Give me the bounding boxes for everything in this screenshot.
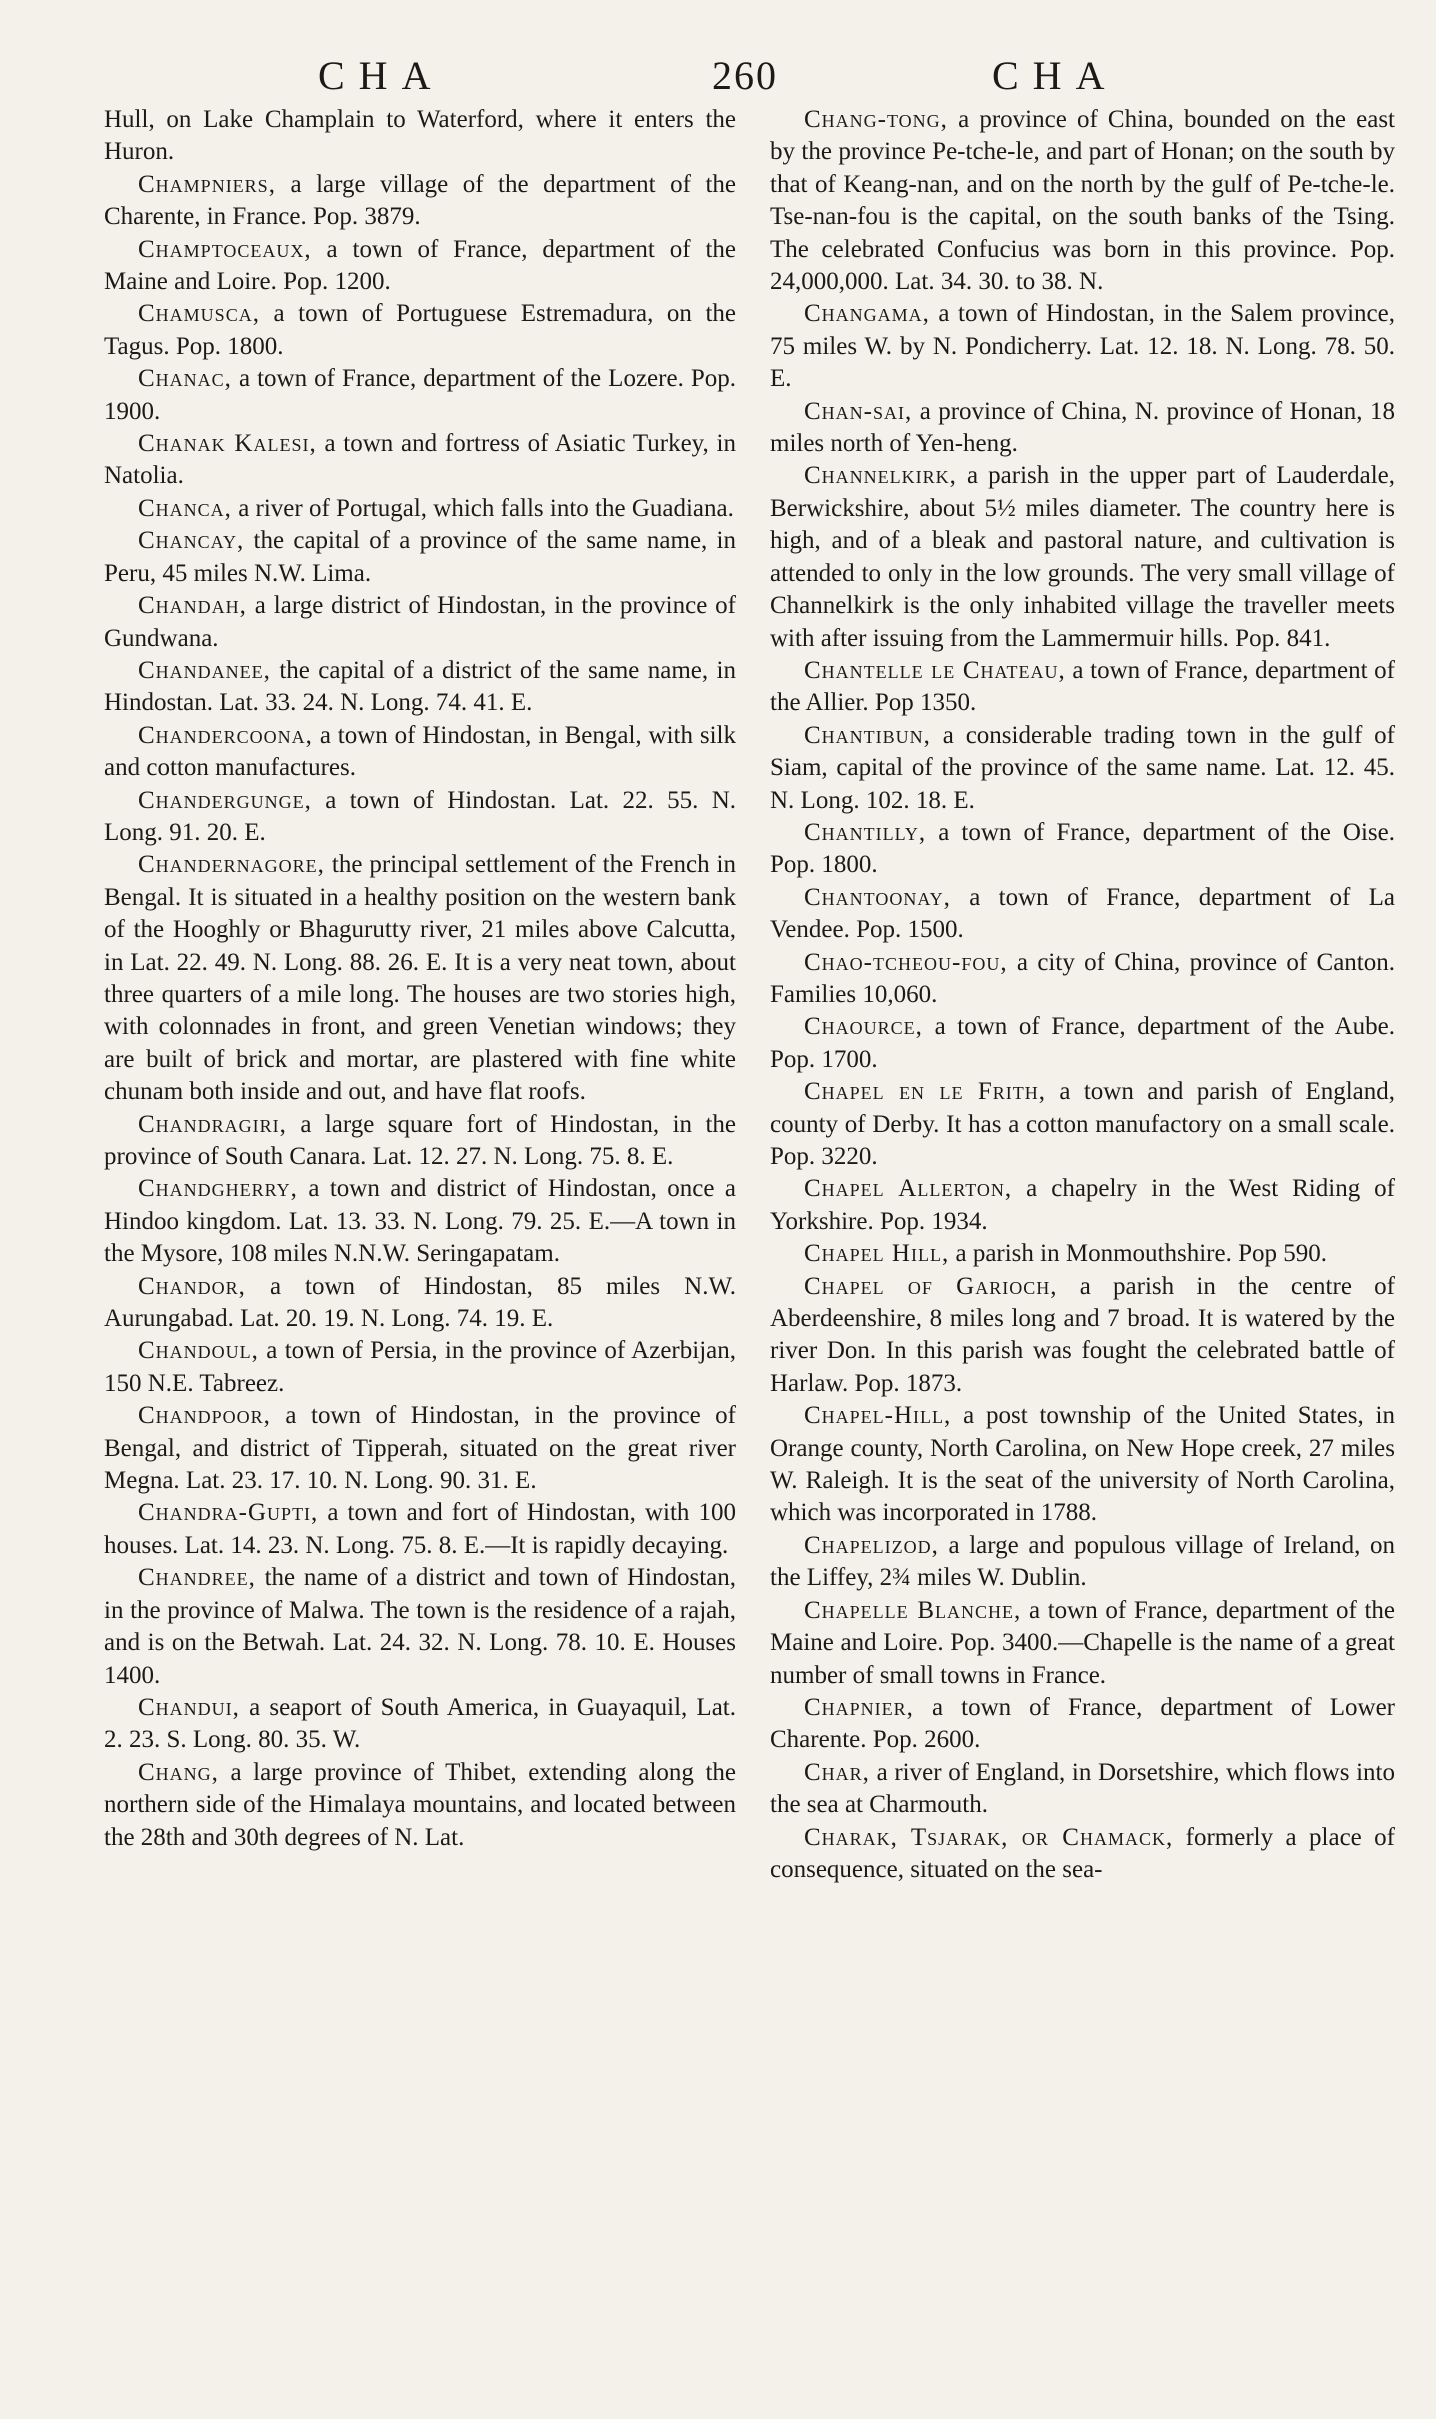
gazetteer-entry (770, 1530, 1395, 1595)
entry-headword: Chapel Hill, (804, 1240, 950, 1268)
entry-text: a town of France, department of Lower Charente. Pop. 2600. (770, 1693, 1395, 1754)
entry-headword: Chandragiri, (138, 1110, 287, 1138)
entry-headword: Channelkirk, (804, 462, 957, 490)
left-column (104, 104, 736, 1854)
page-number: 260 (712, 53, 778, 98)
entry-text: a town of Hindostan. Lat. 22. 55. N. Long. 91. 20. E. (104, 786, 736, 846)
entry-headword: Chapel Allerton, (804, 1175, 1013, 1203)
entry-text: a river of England, in Dorsetshire, which flows into the sea at Charmouth. (770, 1758, 1395, 1819)
gazetteer-entry (770, 1011, 1395, 1076)
entry-text: a town of Portuguese Estremadura, on the Tagus. Pop. 1800. (104, 300, 736, 360)
gazetteer-entry (770, 1076, 1395, 1173)
gazetteer-entry (104, 655, 736, 720)
entry-headword: Chapelle Blanche, (804, 1596, 1022, 1624)
entry-text: a province of China, bounded on the east by the province Pe-tche-le, and part of Honan; on the south by that of Keang-nan, and on the north by the gulf of Pe-tche-le. Tse-nan-fou is the capital, on the south banks of the Tsing. The celebrated Confucius was born in this province. Pop. 24,000,000. Lat. 34. 30. to 38. N. (770, 106, 1395, 296)
entry-headword: Chandree, (138, 1564, 256, 1592)
entry-text: a large district of Hindostan, in the province of Gundwana. (104, 592, 736, 652)
entry-text: a town of France, department of the Allier. Pop 1350. (770, 656, 1395, 717)
entry-headword: Chantelle le Chateau, (804, 656, 1066, 684)
entry-text: a seaport of South America, in Guayaquil, Lat. 2. 23. S. Long. 80. 35. W. (104, 1693, 736, 1754)
entry-text: a town of France, department of the Oise. Pop. 1800. (770, 818, 1395, 879)
gazetteer-entry (104, 363, 736, 428)
entry-headword: Chang-tong, (804, 106, 948, 133)
gazetteer-entry (770, 1692, 1395, 1757)
gazetteer-entry (770, 655, 1395, 720)
entry-headword: Chandui, (138, 1693, 240, 1721)
gazetteer-entry (104, 104, 736, 169)
entry-text: a large village of the department of the Charente, in France. Pop. 3879. (104, 170, 736, 231)
entry-text: a town and district of Hindostan, once a Hindoo kingdom. Lat. 13. 33. N. Long. 79. 25. E.—A town in the Mysore, 108 miles N.N.W. Seringapatam. (104, 1175, 736, 1268)
entry-headword: Chamusca, (138, 300, 260, 328)
entry-headword: Champniers, (138, 170, 276, 198)
entry-headword: Chandergunge, (138, 786, 312, 814)
entry-text: a post township of the United States, in Orange county, North Carolina, on New Hope creek, 27 miles W. Raleigh. It is the seat of the university of North Carolina, which was incorporated in 1788. (770, 1402, 1395, 1527)
gazetteer-entry (104, 1173, 736, 1270)
entry-text: a province of China, N. province of Honan, 18 miles north of Yen-heng. (770, 397, 1395, 458)
entry-text: a town of Persia, in the province of Azerbijan, 150 N.E. Tabreez. (104, 1337, 736, 1397)
gazetteer-entry (104, 1497, 736, 1562)
entry-headword: Chapelizod, (804, 1531, 939, 1559)
entry-headword: Charak, Tsjarak, or Chamack, (804, 1823, 1174, 1851)
entry-text: a town and parish of England, county of Derby. It has a cotton manufactory on a small scale. Pop. 3220. (770, 1078, 1395, 1170)
entry-text: the principal settlement of the French in Bengal. It is situated in a healthy position on the western bank of the Hooghly or Bhagurutty river, 21 miles above Calcutta, in Lat. 22. 49. N. Long. 88. 26. E. It is a very neat town, about three quarters of a mile long. The houses are two stories high, with colonnades in front, and green Venetian windows; they are built of brick and mortar, are plastered with fine white chunam both inside and out, and have flat roofs. (104, 851, 736, 1106)
gazetteer-entry (104, 720, 736, 785)
entry-headword: Chantibun, (804, 721, 931, 749)
entry-headword: Champtoceaux, (138, 235, 312, 263)
gazetteer-entry (104, 1562, 736, 1692)
entry-headword: Chandpoor, (138, 1402, 271, 1430)
entry-headword: Char, (804, 1758, 870, 1786)
right-column (770, 104, 1395, 1886)
entry-headword: Chandercoona, (138, 721, 313, 749)
gazetteer-entry (104, 590, 736, 655)
page-header (0, 48, 1436, 104)
gazetteer-entry (104, 1271, 736, 1336)
entry-text: a chapelry in the West Riding of Yorkshire. Pop. 1934. (770, 1175, 1395, 1235)
entry-text: a town of Hindostan, in the province of Bengal, and district of Tipperah, situated on the great river Megna. Lat. 23. 17. 10. N. Long. 90. 31. E. (104, 1402, 736, 1495)
gazetteer-entry (104, 849, 736, 1108)
entry-text: a town of Hindostan, in Bengal, with silk and cotton manufactures. (104, 721, 736, 782)
gazetteer-entry (770, 1173, 1395, 1238)
entry-headword: Chantilly, (804, 818, 927, 846)
entry-headword: Chandgherry, (138, 1175, 298, 1203)
entry-headword: Chandanee, (138, 656, 271, 684)
entry-text: a town of Hindostan, 85 miles N.W. Aurungabad. Lat. 20. 19. N. Long. 74. 19. E. (104, 1272, 736, 1333)
entry-text: a parish in the upper part of Lauderdale, Berwickshire, about 5½ miles diameter. The country here is high, and of a bleak and pastoral nature, and cultivation is attended to only in the low grounds. The very small village of Channelkirk is the only inhabited village the traveller meets with after issuing from the Lammermuir hills. Pop. 841. (770, 462, 1395, 652)
gazetteer-entry (770, 1822, 1395, 1887)
gazetteer-entry (770, 720, 1395, 817)
entry-text: a town of France, department of the Maine and Loire. Pop. 3400.—Chapelle is the name of a great number of small towns in France. (770, 1596, 1395, 1689)
gazetteer-entry (770, 1757, 1395, 1822)
entry-text: a large square fort of Hindostan, in the province of South Canara. Lat. 12. 27. N. Long. 75. 8. E. (104, 1110, 736, 1170)
gazetteer-entry (104, 785, 736, 850)
entry-headword: Chapel en le Frith, (804, 1078, 1046, 1106)
entry-text: a parish in the centre of Aberdeenshire, 8 miles long and 7 broad. It is watered by the river Don. In this parish was fought the celebrated battle of Harlaw. Pop. 1873. (770, 1272, 1395, 1397)
gazetteer-entry (104, 234, 736, 299)
gazetteer-entry (104, 169, 736, 234)
gazetteer-entry (104, 1109, 736, 1174)
gazetteer-entry (770, 1271, 1395, 1401)
entry-headword: Chapel of Garioch, (804, 1272, 1058, 1300)
gazetteer-entry (770, 104, 1395, 298)
entry-headword: Chan-sai, (804, 397, 913, 425)
entry-headword: Chapnier, (804, 1693, 914, 1721)
entry-text: a parish in Monmouthshire. Pop 590. (949, 1240, 1327, 1268)
entry-text: a large province of Thibet, extending along the northern side of the Himalaya mountains, and located between the 28th and 30th degrees of N. Lat. (104, 1758, 736, 1851)
entry-headword: Chantoonay, (804, 883, 951, 911)
entry-headword: Chandah, (138, 592, 247, 620)
entry-headword: Chao-tcheou-fou, (804, 948, 1008, 976)
gazetteer-entry (104, 428, 736, 493)
gazetteer-entry (770, 817, 1395, 882)
entry-text: a town of France, department of the Maine and Loire. Pop. 1200. (104, 235, 736, 296)
gazetteer-entry (104, 1692, 736, 1757)
gazetteer-entry (104, 525, 736, 590)
gazetteer-entry (770, 298, 1395, 395)
entry-headword: Chapel-Hill, (804, 1402, 952, 1430)
gazetteer-entry (104, 298, 736, 363)
gazetteer-entry (104, 1400, 736, 1497)
entry-headword: Chandor, (138, 1272, 246, 1300)
entry-text: a considerable trading town in the gulf of Siam, capital of the province of the same name. Lat. 12. 45. N. Long. 102. 18. E. (770, 721, 1395, 814)
entry-headword: Changama, (804, 300, 930, 328)
entry-text: a town of France, department of the Aube. Pop. 1700. (770, 1013, 1395, 1073)
running-head-right: CHA (992, 53, 1119, 98)
entry-text: a town and fort of Hindostan, with 100 houses. Lat. 14. 23. N. Long. 75. 8. E.—It is rapidly decaying. (104, 1499, 736, 1559)
entry-text: the name of a district and town of Hindostan, in the province of Malwa. The town is the residence of a rajah, and is on the Betwah. Lat. 24. 32. N. Long. 78. 10. E. Houses 1400. (104, 1564, 736, 1689)
entry-text: a town of Hindostan, in the Salem province, 75 miles W. by N. Pondicherry. Lat. 12. 18. N. Long. 78. 50. E. (770, 300, 1395, 393)
entry-headword: Chanca, (138, 494, 232, 522)
entry-text: a large and populous village of Ireland, on the Liffey, 2¾ miles W. Dublin. (770, 1531, 1395, 1592)
entry-text: the capital of a province of the same name, in Peru, 45 miles N.W. Lima. (104, 527, 736, 587)
gazetteer-entry (770, 1595, 1395, 1692)
entry-text: formerly a place of consequence, situated on the sea- (770, 1823, 1396, 1883)
entry-headword: Chandernagore, (138, 851, 325, 879)
gazetteer-entry (770, 396, 1395, 461)
entry-headword: Chanac, (138, 365, 232, 393)
entry-headword: Chandra-Gupti, (138, 1499, 319, 1527)
entry-text: Hull, on Lake Champlain to Waterford, where it enters the Huron. (104, 106, 736, 166)
entry-text: a town of France, department of the Lozere. Pop. 1900. (104, 365, 736, 425)
gazetteer-entry (770, 1400, 1395, 1530)
gazetteer-entry (770, 882, 1395, 947)
gazetteer-entry (104, 1757, 736, 1854)
gazetteer-entry (770, 460, 1395, 654)
entry-headword: Chanak Kalesi, (138, 430, 317, 458)
entry-text: a city of China, province of Canton. Families 10,060. (770, 948, 1395, 1008)
running-head-left: CHA (318, 53, 445, 98)
entry-headword: Chang, (138, 1758, 219, 1786)
gazetteer-entry (104, 493, 736, 525)
entry-text: the capital of a district of the same name, in Hindostan. Lat. 33. 24. N. Long. 74. 41. E. (104, 656, 736, 717)
gazetteer-entry (770, 947, 1395, 1012)
entry-text: a town of France, department of La Vendee. Pop. 1500. (770, 883, 1395, 944)
entry-text: a town and fortress of Asiatic Turkey, in Natolia. (104, 430, 736, 490)
gazetteer-entry (770, 1238, 1395, 1270)
entry-headword: Chaource, (804, 1013, 923, 1041)
entry-headword: Chancay, (138, 527, 245, 555)
entry-text: a river of Portugal, which falls into the Guadiana. (231, 494, 734, 522)
entry-headword: Chandoul, (138, 1337, 259, 1365)
gazetteer-entry (104, 1335, 736, 1400)
